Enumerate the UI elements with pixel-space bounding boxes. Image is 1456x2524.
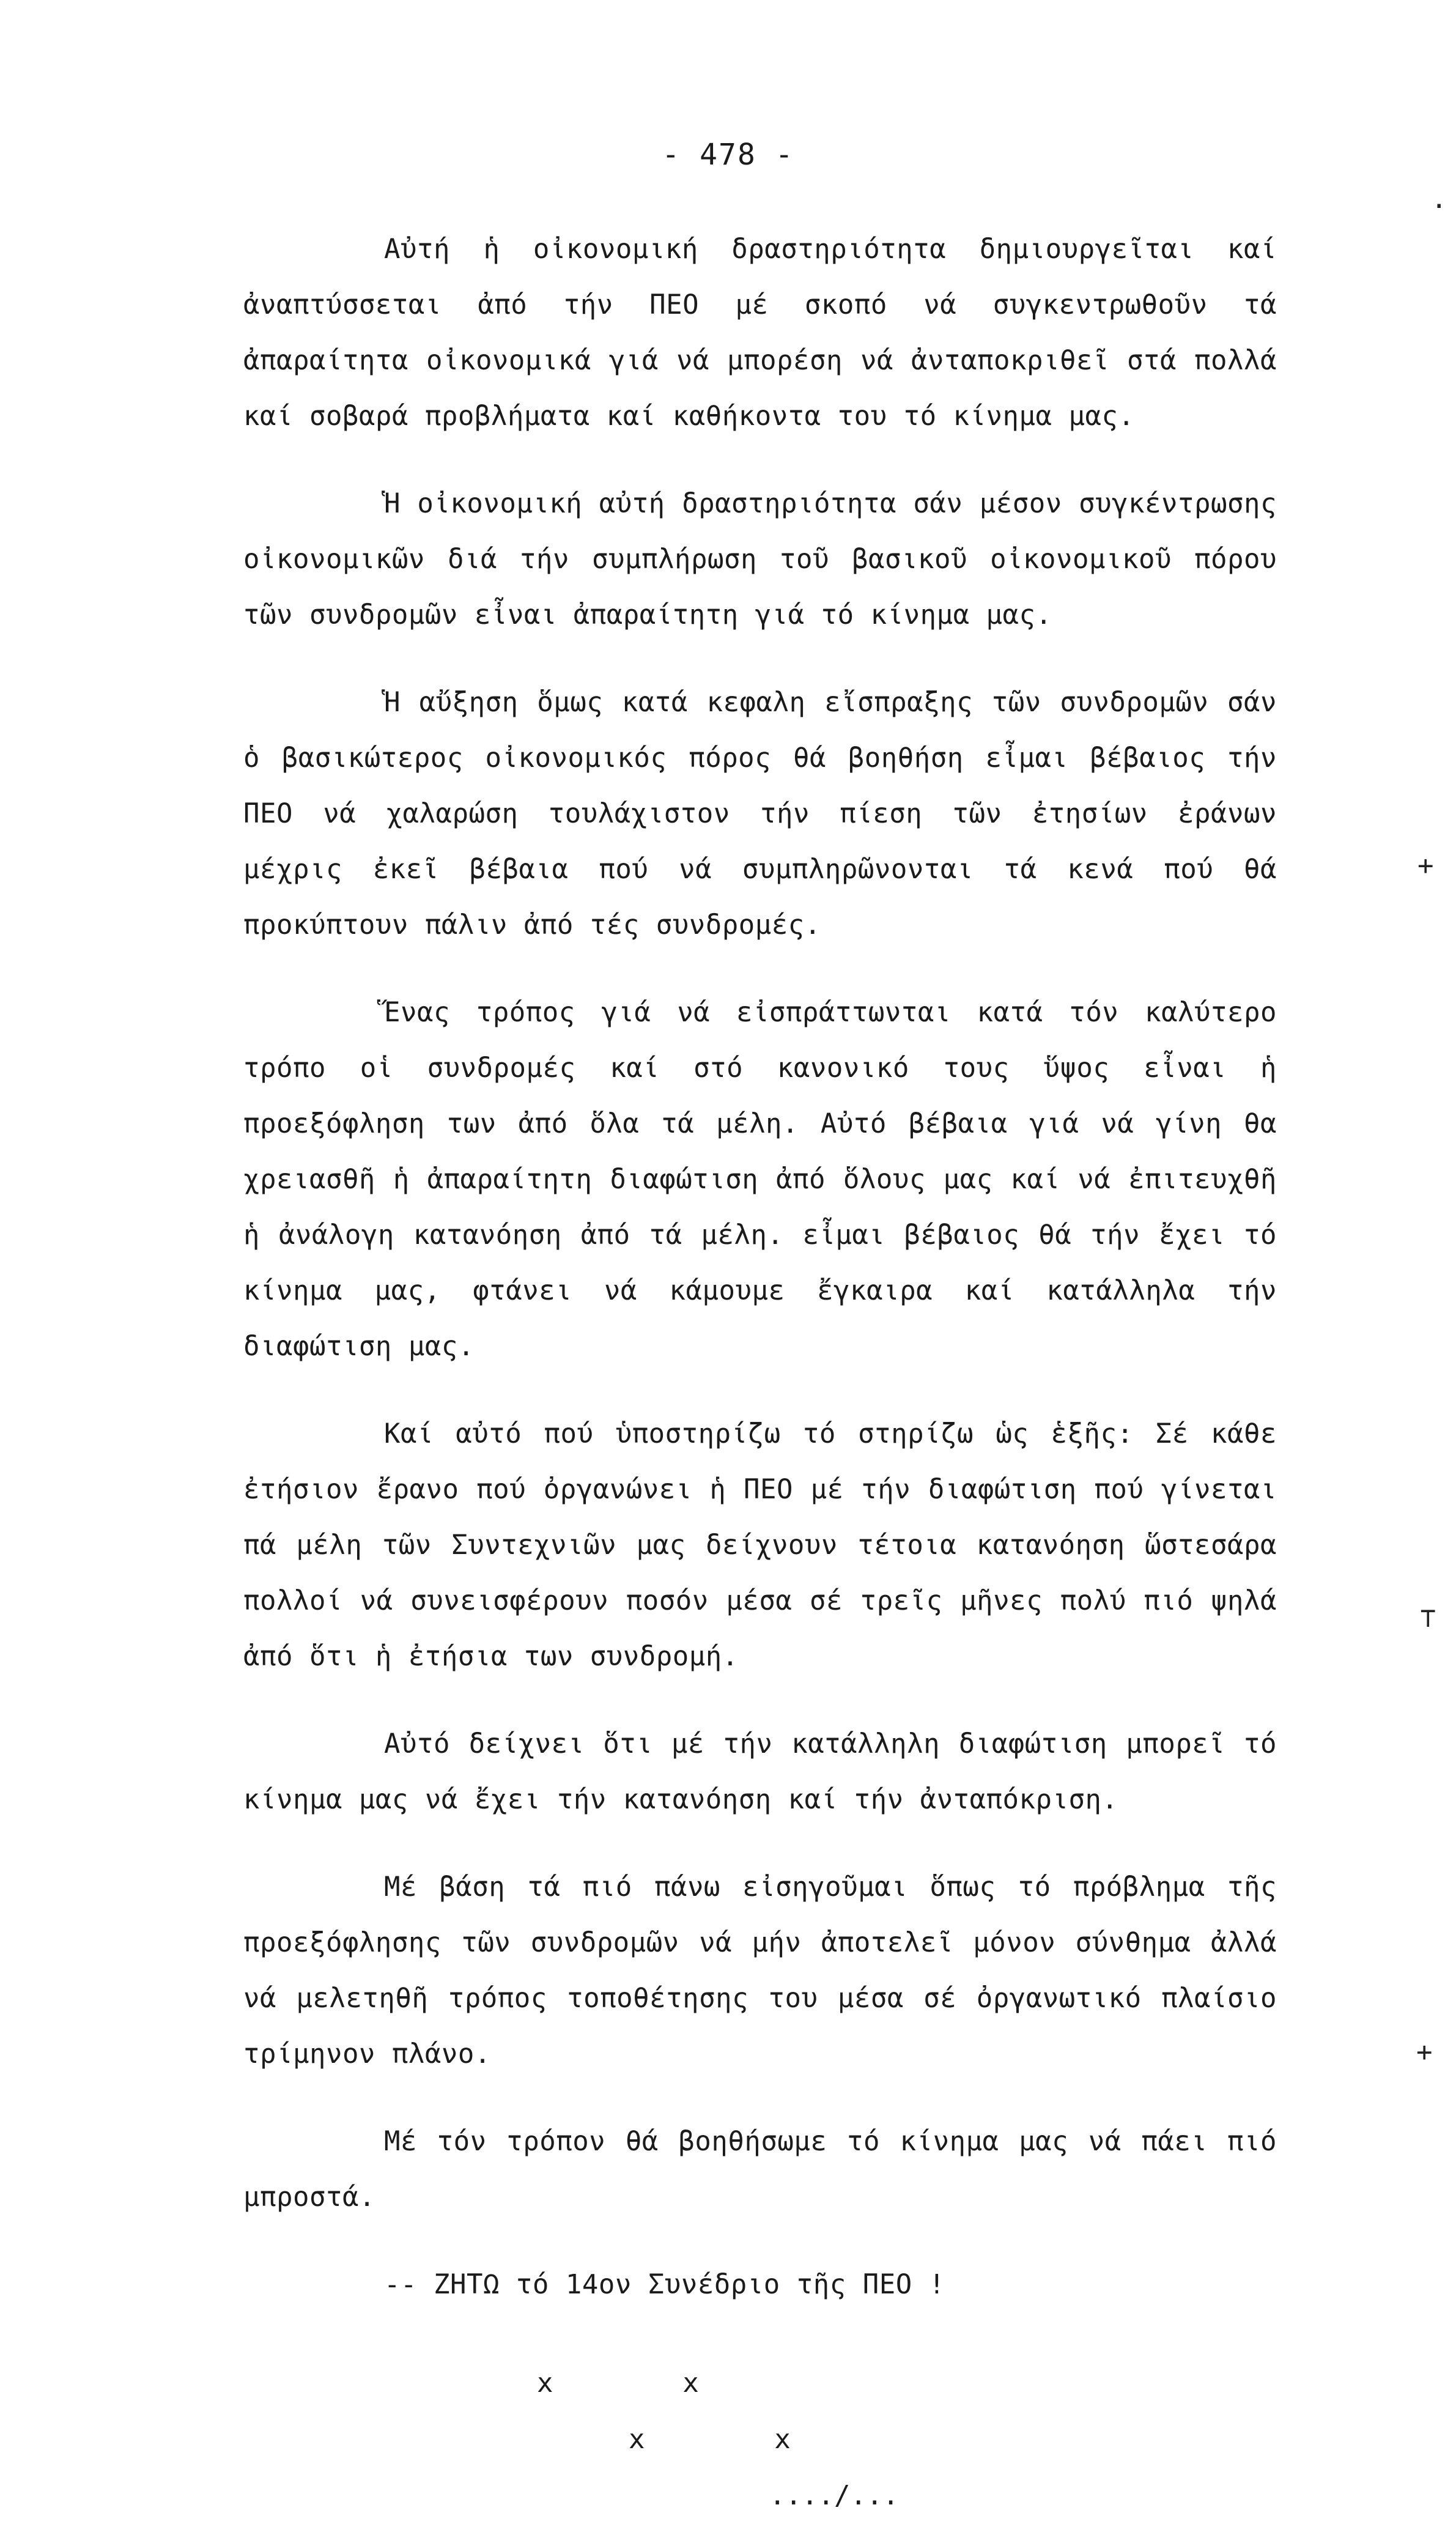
paragraph: Ἕνας τρόπος γιά νά εἰσπράττωνται κατά τόν καλύτερο τρόπο οἱ συνδρομές καί στό κανονικό τους ὕψος εἶναι ἡ προεξόφληση των ἀπό ὅλα τά μέλη. Αὐτό βέβαια γιά νά γίνη θα χρειασθῆ ἡ ἀπαραίτητη διαφώτιση ἀπό ὅλους μας καί νά ἐπιτευχθῆ ἡ ἀνάλογη κατανόηση ἀπό τά μέλη. εἶμαι βέβαιος θά τήν ἔχει τό κίνημα μας, φτάνει νά κάμουμε ἔγκαιρα καί κατάλληλα τήν διαφώτιση μας. (243, 997, 1277, 1362)
margin-mark: + (1417, 850, 1434, 881)
margin-mark: . (1431, 183, 1447, 215)
paragraph: Ἡ οἰκονομική αὐτή δραστηριότητα σάν μέσον συγκέντρωσης οἰκονομικῶν διά τήν συμπλήρωση τοῦ βασικοῦ οἰκονομικοῦ πόρου τῶν συνδρομῶν εἶναι ἀπαραίτητη γιά τό κίνημα μας. (243, 488, 1277, 631)
closing-marks-row: x x (537, 2367, 699, 2399)
closing-slogan: -- ΖΗΤΩ τό 14ον Συνέδριο τῆς ΠΕΟ ! (384, 2269, 945, 2300)
paragraph: Αὐτή ἡ οἰκονομική δραστηριότητα δημιουργεῖται καί ἀναπτύσσεται ἀπό τήν ΠΕΟ μέ σκοπό νά συγκεντρωθοῦν τά ἀπαραίτητα οἰκονομικά γιά νά μπορέση νά ἀνταποκριθεῖ στά πολλά καί σοβαρά προβλήματα καί καθήκοντα του τό κίνημα μας. (243, 234, 1277, 432)
closing-marks (243, 2355, 1277, 2524)
margin-mark: ⊤ (1420, 1602, 1436, 1634)
margin-mark: + (1416, 2037, 1433, 2068)
document-body (243, 221, 1277, 2524)
page-number: - 478 - (662, 138, 794, 172)
closing-marks-row: x x (629, 2424, 791, 2455)
paragraph: Μέ βάση τά πιό πάνω εἰσηγοῦμαι ὅπως τό πρόβλημα τῆς προεξόφλησης τῶν συνδρομῶν νά μήν ἀποτελεῖ μόνον σύνθημα ἀλλά νά μελετηθῆ τρόπος τοποθέτησης του μέσα σέ ὀργανωτικό πλαίσιο τρίμηνον πλάνο. (243, 1871, 1277, 2070)
paragraph: Ἡ αὔξηση ὅμως κατά κεφαλη εἴσπραξης τῶν συνδρομῶν σάν ὁ βασικώτερος οἰκονομικός πόρος θά βοηθήση εἶμαι βέβαιος τήν ΠΕΟ νά χαλαρώση τουλάχιστον τήν πίεση τῶν ἐτησίων ἐράνων μέχρις ἐκεῖ βέβαια πού νά συμπληρῶνονται τά κενά πού θά προκύπτουν πάλιν ἀπό τές συνδρομές. (243, 687, 1277, 941)
closing-marks-row: ..../... (769, 2480, 899, 2511)
paragraph: Καί αὐτό πού ὑποστηρίζω τό στηρίζω ὡς ἑξῆς: Σέ κάθε ἐτήσιον ἔρανο πού ὀργανώνει ἡ ΠΕΟ μέ τήν διαφώτιση πού γίνεται πά μέλη τῶν Συντεχνιῶν μας δείχνουν τέτοια κατανόηση ὥστεσάρα πολλοί νά συνεισφέρουν ποσόν μέσα σέ τρεῖς μῆνες πολύ πιό ψηλά ἀπό ὅτι ἡ ἐτήσια των συνδρομή. (243, 1418, 1277, 1672)
paragraph: Μέ τόν τρόπον θά βοηθήσωμε τό κίνημα μας νά πάει πιό μπροστά. (243, 2126, 1277, 2213)
paragraph: Αὐτό δείχνει ὅτι μέ τήν κατάλληλη διαφώτιση μπορεῖ τό κίνημα μας νά ἔχει τήν κατανόηση καί τήν ἀνταπόκριση. (243, 1728, 1277, 1815)
